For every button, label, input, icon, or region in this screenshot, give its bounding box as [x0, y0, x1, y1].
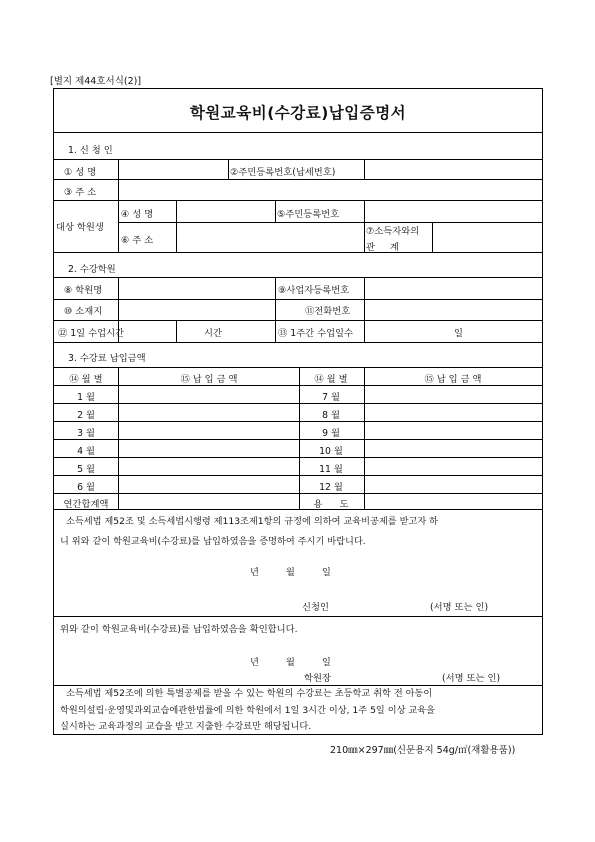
- month-label: 11 월: [319, 464, 343, 475]
- name-label: ① 성 명: [64, 167, 97, 178]
- weekly-days-label: ⑬ 1주간 수업일수: [278, 328, 354, 339]
- academy-name-label: ⑧ 학원명: [64, 285, 103, 296]
- director-label: 학원장: [304, 673, 331, 684]
- month-label: 9 월: [322, 428, 340, 439]
- amount-header-left: ⑮ 납 입 금 액: [180, 374, 238, 385]
- business-no-label: ⑨사업자등록번호: [278, 285, 350, 296]
- month-label: 3 월: [77, 428, 95, 439]
- paper-spec: 210㎜×297㎜(신문용지 54g/㎡(재활용품)): [330, 745, 516, 756]
- month-header-left: ⑭ 월 별: [69, 374, 103, 385]
- student-rrn-label: ⑤주민등록번호: [277, 209, 340, 220]
- annual-total-label: 연간합계액: [63, 499, 109, 510]
- certification-date: 년 월 일: [250, 567, 331, 578]
- section3-heading: 3. 수강료 납입금액: [68, 353, 146, 364]
- section1-heading: 1. 신 청 인: [68, 145, 113, 156]
- relation-label-2: 관 계: [366, 242, 399, 253]
- month-label: 7 월: [322, 392, 340, 403]
- amount-header-right: ⑮ 납 입 금 액: [424, 374, 482, 385]
- applicant-label: 신청인: [302, 602, 329, 613]
- student-label: 대상 학원생: [56, 222, 104, 233]
- eligibility-note: 소득세법 제52조에 의한 특별공제를 받을 수 있는 학원의 수강료는 초등학교 취학 전 아동이 학원의설립·운영및과외교습에관한법률에 의한 학원에서 1일 3시간 이상, 1주 5일 이상 교육을 실시하는 교육과정의 교습을 받고 지출한 수강료만 해당됩니다.: [60, 688, 436, 732]
- student-name-label: ④ 성 명: [121, 209, 154, 220]
- hours-unit: 시간: [204, 328, 222, 339]
- month-label: 4 월: [77, 446, 95, 457]
- applicant-signature: (서명 또는 인): [430, 602, 489, 613]
- certification-text: 소득세법 제52조 및 소득세법시행령 제113조제1항의 규정에 의하여 교육비공제를 받고자 하 니 위와 같이 학원교육비(수강료)를 납입하였음을 증명하여 주시기 바랍니다.: [60, 516, 438, 547]
- location-label: ⑩ 소재지: [64, 306, 103, 317]
- month-label: 2 월: [77, 410, 95, 421]
- month-label: 6 월: [77, 482, 95, 493]
- certificate-form: [53, 88, 543, 735]
- daily-hours-label: ⑫ 1일 수업시간: [58, 328, 125, 339]
- student-address-label: ⑥ 주 소: [121, 235, 154, 246]
- month-label: 5 월: [77, 464, 95, 475]
- confirmation-date: 년 월 일: [250, 657, 331, 668]
- month-label: 10 월: [319, 446, 343, 457]
- days-unit: 일: [454, 328, 463, 339]
- director-signature: (서명 또는 인): [442, 673, 501, 684]
- month-label: 12 월: [319, 482, 343, 493]
- phone-label: ⑪전화번호: [305, 306, 351, 317]
- month-label: 8 월: [322, 410, 340, 421]
- form-code: [별지 제44호서식(2)]: [50, 76, 142, 87]
- purpose-label: 용 도: [313, 499, 349, 510]
- relation-label: ⑦소득자와의: [366, 226, 420, 237]
- form-title: 학원교육비(수강료)납입증명서: [189, 104, 407, 122]
- section2-heading: 2. 수강학원: [68, 264, 116, 275]
- confirmation-text: 위와 같이 학원교육비(수강료)를 납입하였음을 확인합니다.: [60, 624, 298, 635]
- address-label: ③ 주 소: [64, 187, 97, 198]
- month-header-right: ⑭ 월 별: [314, 374, 348, 385]
- rrn-label: ②주민등록번호(납세번호): [230, 167, 336, 178]
- month-label: 1 월: [77, 392, 95, 403]
